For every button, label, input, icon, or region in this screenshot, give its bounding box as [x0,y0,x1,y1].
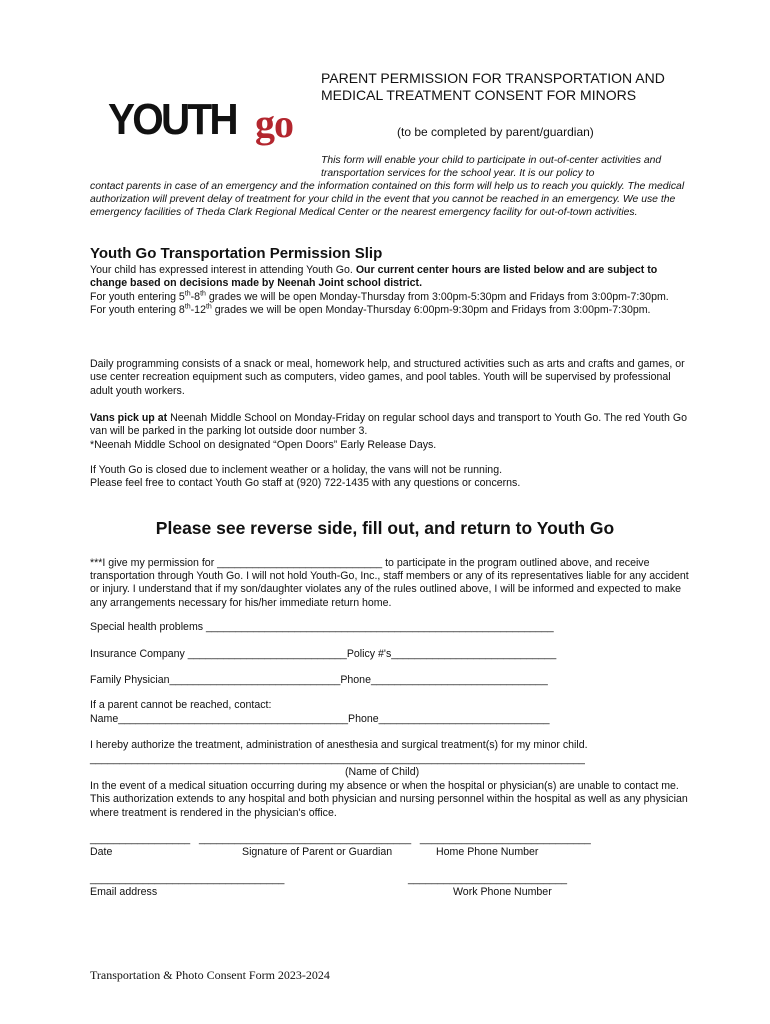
page-footer: Transportation & Photo Consent Form 2023-2024 [90,968,330,982]
hours-grades-8-12: For youth entering 8th-12th grades we will be open Monday-Thursday 6:00pm-9:30pm and Fridays from 3:00pm-7:30pm. [90,303,651,316]
vans-paragraph [90,412,690,452]
form-subtitle: (to be completed by parent/guardian) [397,125,594,139]
email-line[interactable]: _________________________________ [90,873,285,885]
home-phone-label: Home Phone Number [436,846,539,858]
work-phone-label: Work Phone Number [453,886,552,898]
emergency-contact-heading: If a parent cannot be reached, contact: [90,699,272,711]
intro-text-2: contact parents in case of an emergency and the information contained on this form will help us to reach you quickly. The medical authorization will prevent delay of treatment for your child in the event that you cannot be reached in an emergency. We use the emergency facilities of Theda Clark Regional Medical Center or the nearest emergency facility for out-of-town activities. [90,181,685,218]
physician-field[interactable]: Family Physician_____________________________Phone______________________________ [90,674,548,686]
emergency-contact-field[interactable]: Name_______________________________________Phone_____________________________ [90,713,550,725]
signature-lines-row-1[interactable]: _________________ ____________________________________ _____________________________ [90,833,591,845]
hours-notice: Our current center hours are listed below and are subject to change based on decisions made by Neenah Joint school district. [90,264,658,290]
section-heading-permission-slip: Youth Go Transportation Permission Slip [90,245,383,262]
contact-staff-text: Please feel free to contact Youth Go staff at (920) 722-1435 with any questions or concerns. [90,477,521,490]
work-phone-line[interactable]: ___________________________ [408,873,568,885]
signature-label: Signature of Parent or Guardian [242,846,393,858]
date-label: Date [90,846,113,858]
vans-label: Vans pick up at [90,412,168,424]
logo-go-text: go [255,101,293,146]
authorization-text: I hereby authorize the treatment, administration of anesthesia and surgical treatment(s) for my minor child. [90,739,588,751]
vans-note: *Neenah Middle School on designated “Open Doors” Early Release Days. [90,438,437,451]
special-health-field[interactable]: Special health problems ___________________________________________________________ [90,621,554,633]
closure-paragraph [90,464,690,491]
programming-paragraph: Daily programming consists of a snack or meal, homework help, and structured activities such as arts and crafts and games, or use center recreation equipment such as computers, video games, and pool tables. Youth will be supervised by professional adult youth workers. [90,358,685,397]
youthgo-logo [108,95,308,150]
intro-text-1: This form will enable your child to participate in out-of-center activities and transportation services for the school year. It is our policy to [321,155,662,179]
vans-text: Neenah Middle School on Monday-Friday on regular school days and transport to Youth Go. The red Youth Go van will be parked in the parking lot outside door number 3. [90,412,687,438]
consent-paragraph: ***I give my permission for ____________________________ to participate in the program outlined above, and receive transportation through Youth Go. I will not hold Youth-Go, Inc., staff members or any of its representatives liable for any accident or injury. I understand that if my son/daughter violates any of the rules outlined above, I will be informed and expected to make any arrangements necessary for his/her immediate return home. [90,557,689,609]
hours-grades-5-8: For youth entering 5th-8th grades we will be open Monday-Thursday from 3:00pm-5:30pm and Fridays from 3:00pm-7:30pm. [90,290,669,303]
child-name-line[interactable]: ____________________________________________________________________________________ [90,753,585,765]
logo-youth-text: YOUTH [108,95,236,144]
medical-authorization-paragraph: In the event of a medical situation occurring during my absence or when the hospital or physician(s) are unable to contact me. This authorization extends to any hospital and both physician and nursing personnel within the hospital as well as any physician where treatment is rendered in the physician's office. [90,780,688,819]
child-name-label: (Name of Child) [345,766,420,778]
form-title: PARENT PERMISSION FOR TRANSPORTATION AND MEDICAL TREATMENT CONSENT FOR MINORS [321,70,665,103]
insurance-field[interactable]: Insurance Company ___________________________Policy #'s____________________________ [90,648,557,660]
closure-text: If Youth Go is closed due to inclement weather or a holiday, the vans will not be running. [90,464,503,476]
center-hours-block [90,264,690,317]
return-form-heading: Please see reverse side, fill out, and return to Youth Go [155,518,615,538]
hours-intro: Your child has expressed interest in attending Youth Go. [90,264,356,276]
email-label: Email address [90,886,158,898]
